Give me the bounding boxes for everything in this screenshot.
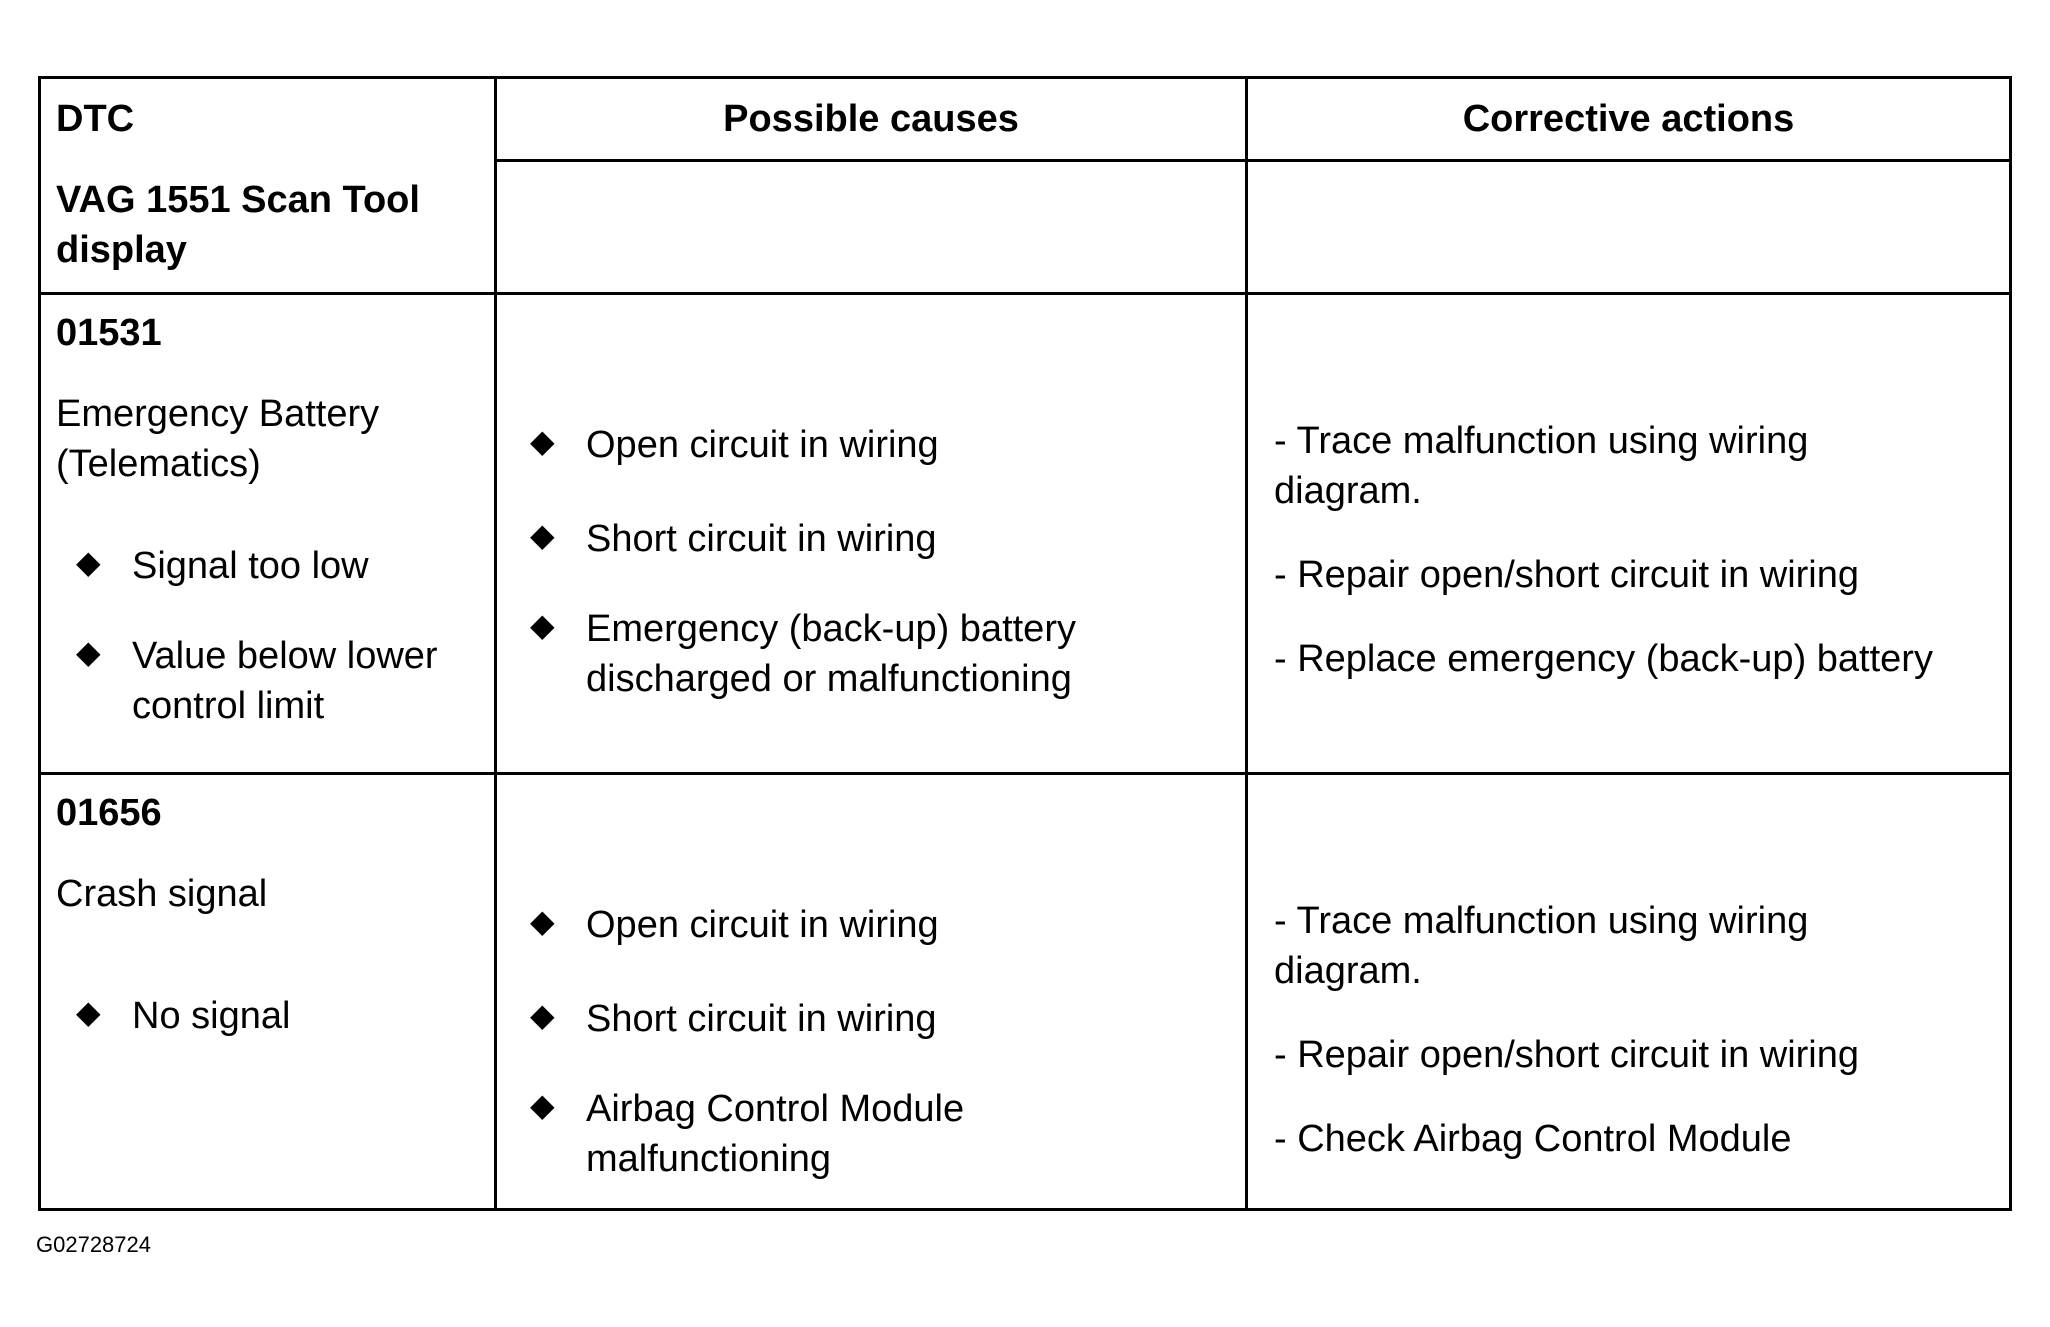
list-item: ◆ Open circuit in wiring <box>530 420 1230 470</box>
dtc-table <box>38 76 2012 1211</box>
table-border-bottom <box>38 1208 2012 1211</box>
row-divider-2 <box>38 772 2012 775</box>
list-item: ◆ Open circuit in wiring <box>530 900 1230 950</box>
row-2-action-2: - Repair open/short circuit in wiring <box>1274 1034 1860 1076</box>
header-dtc-cell <box>56 94 476 275</box>
list-item: ◆ Short circuit in wiring <box>530 514 1230 564</box>
row-2-causes-cell <box>530 900 1230 1184</box>
row-1-causes <box>530 420 1230 704</box>
list-item: ◆ Emergency (back-up) battery discharged or malfunctioning <box>530 604 1186 704</box>
row-1-description: Emergency Battery (Telematics) <box>56 393 380 485</box>
row-2-actions-cell <box>1274 896 2004 1164</box>
row-1-action-1: - Trace malfunction using wiring diagram. <box>1274 420 1809 512</box>
table-border-top <box>38 76 2012 79</box>
list-item: ◆ Signal too low <box>76 541 486 591</box>
row-1-causes-cell <box>530 420 1230 704</box>
row-1-code: 01531 <box>56 312 162 354</box>
header-divider <box>494 159 2012 162</box>
column-divider-2 <box>1245 76 1248 1211</box>
list-item: ◆ Short circuit in wiring <box>530 994 1230 1044</box>
row-2-code: 01656 <box>56 792 162 834</box>
table-border-left <box>38 76 41 1211</box>
row-divider-1 <box>38 292 2012 295</box>
header-dtc: DTC <box>56 98 135 140</box>
list-item: ◆ Airbag Control Module malfunctioning <box>530 1084 1086 1184</box>
header-display: VAG 1551 Scan Tool display <box>56 179 420 271</box>
row-1-action-2: - Repair open/short circuit in wiring <box>1274 554 1860 596</box>
row-1-symptoms <box>76 541 486 731</box>
row-2-description: Crash signal <box>56 873 268 915</box>
list-item: ◆ No signal <box>76 991 486 1041</box>
row-1-dtc-cell <box>56 308 486 731</box>
table-border-right <box>2009 76 2012 1211</box>
header-actions: Corrective actions <box>1462 98 1795 140</box>
row-2-action-3: - Check Airbag Control Module <box>1274 1118 1792 1160</box>
list-item: ◆ Value below lower control limit <box>76 631 462 731</box>
row-1-actions-cell <box>1274 416 2004 684</box>
figure-id: G02728724 <box>36 1232 151 1257</box>
row-1-action-3: - Replace emergency (back-up) battery <box>1274 638 1933 680</box>
row-2-dtc-cell <box>56 788 486 1041</box>
column-divider-1 <box>494 76 497 1211</box>
row-2-action-1: - Trace malfunction using wiring diagram. <box>1274 900 1809 992</box>
header-causes: Possible causes <box>723 98 1019 140</box>
row-2-causes <box>530 900 1230 1184</box>
row-2-symptoms <box>76 991 486 1041</box>
